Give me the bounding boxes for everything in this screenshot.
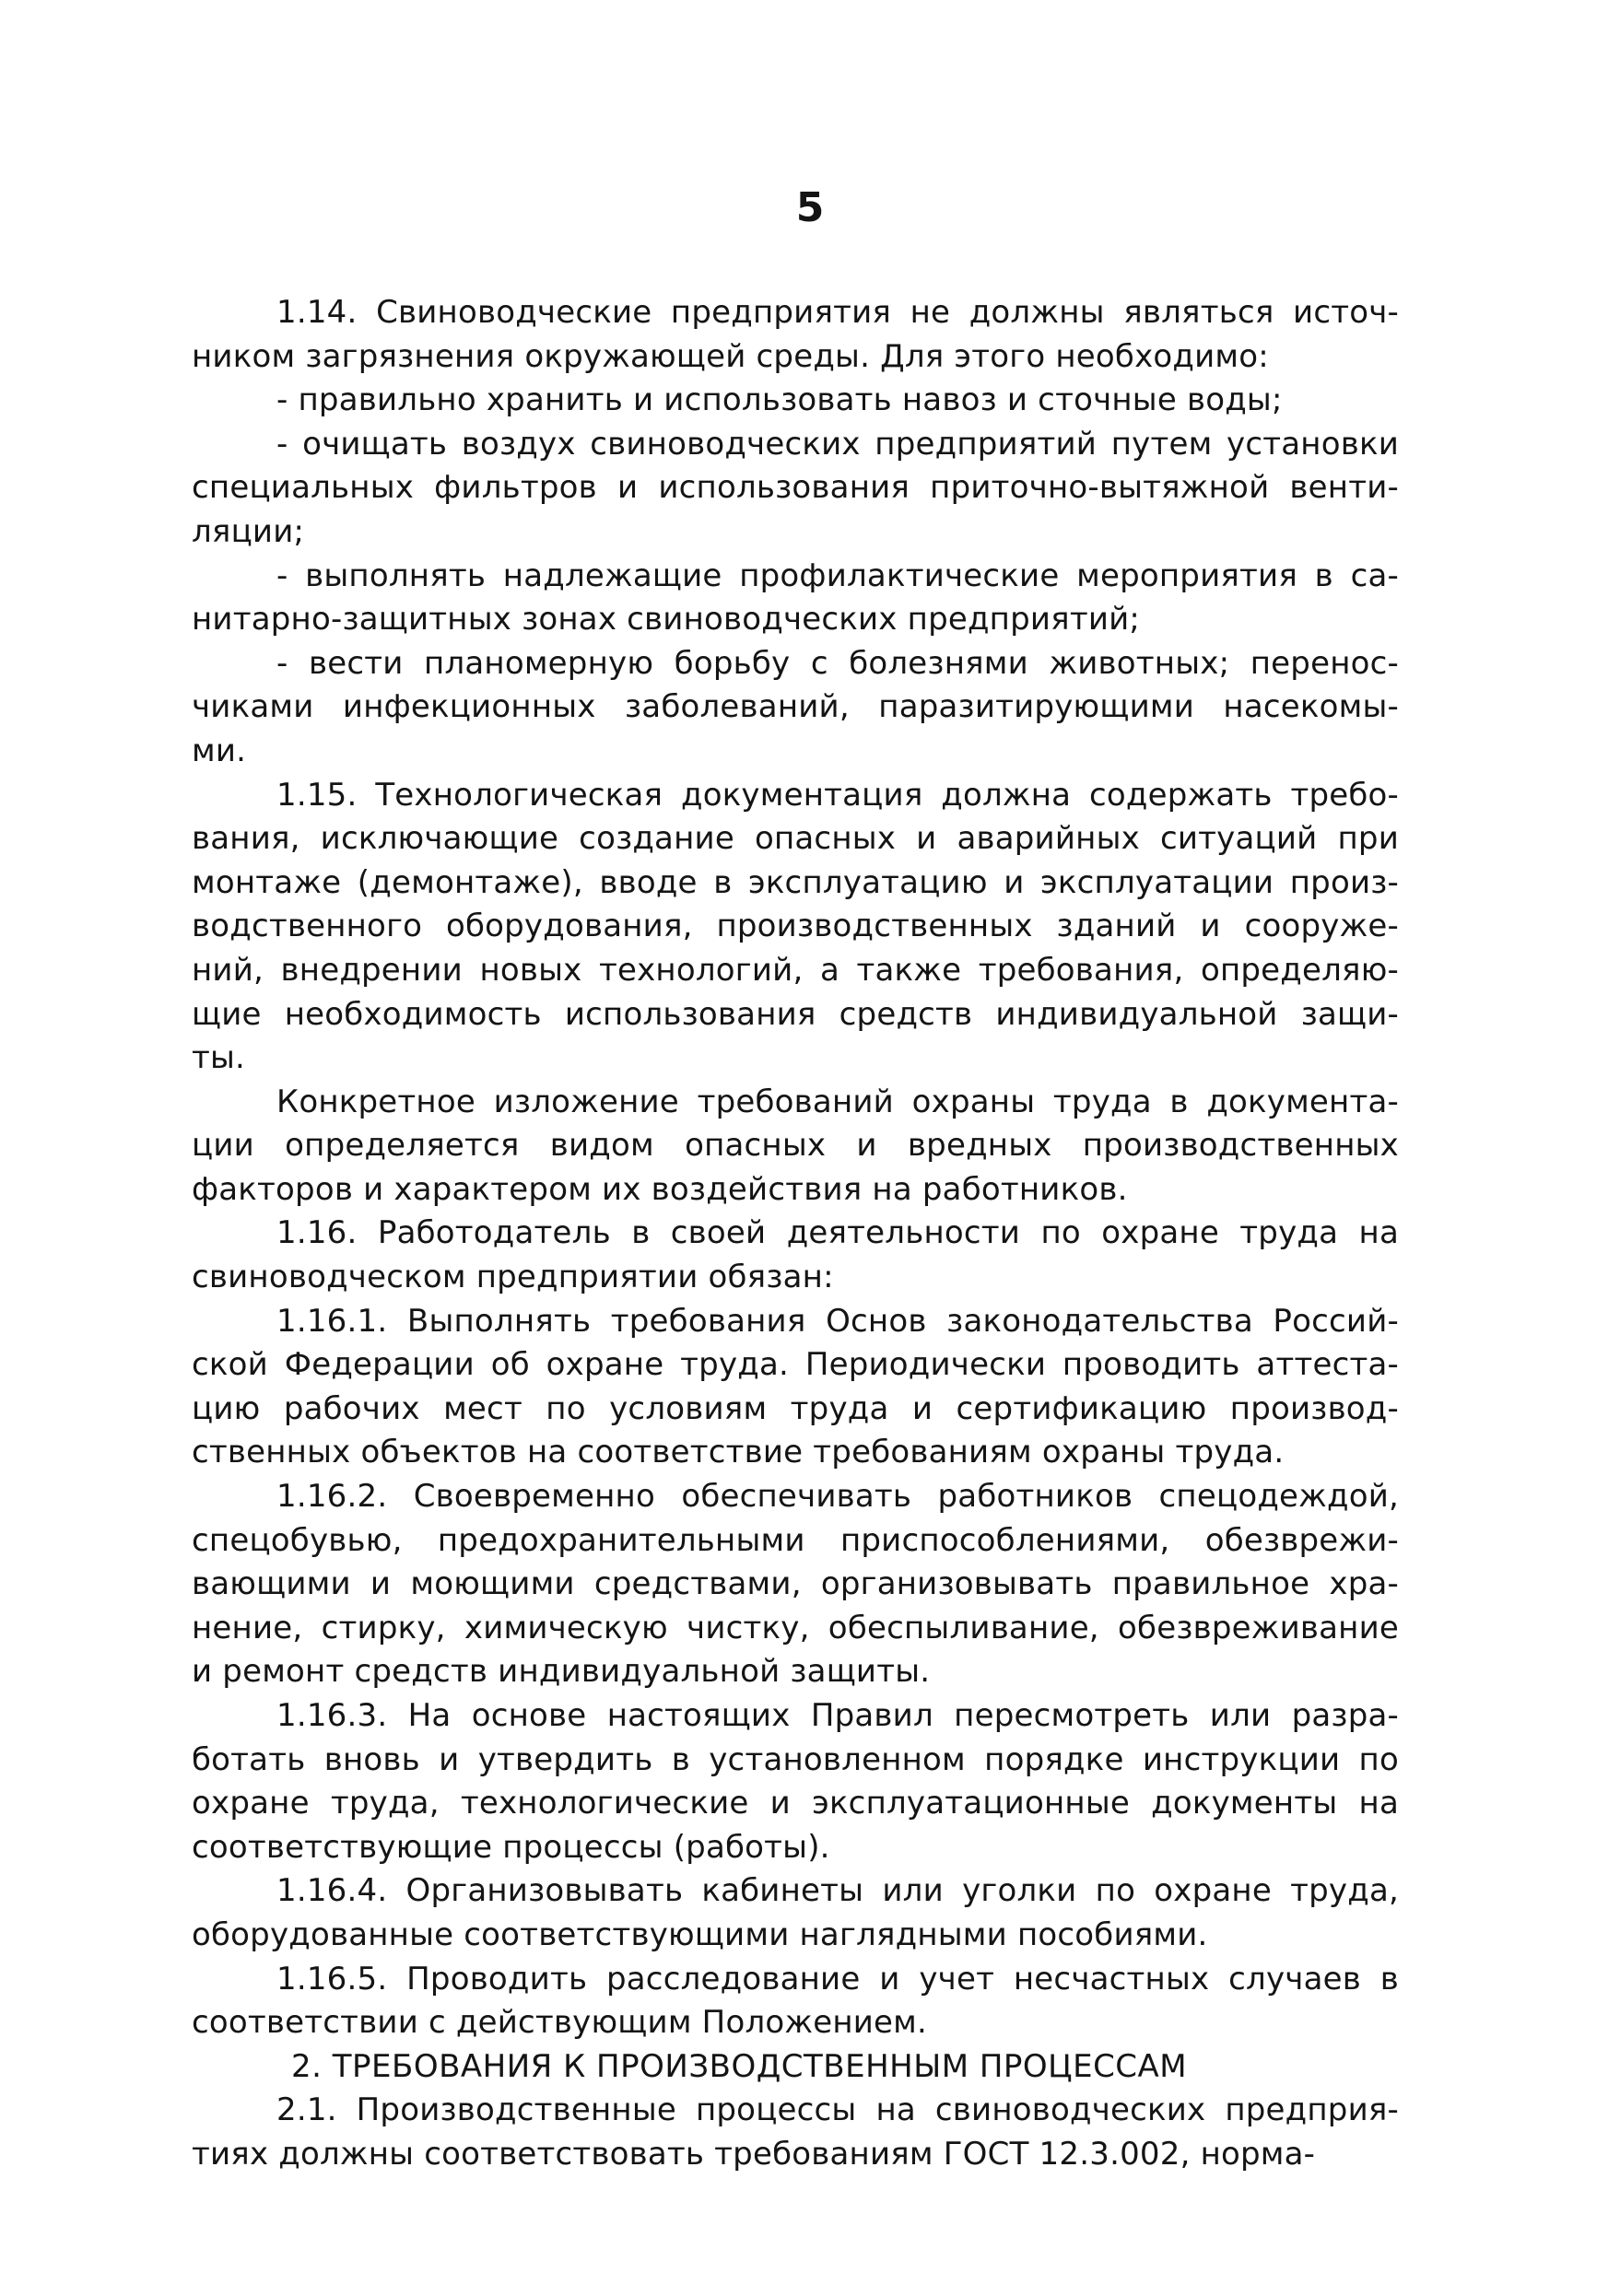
paragraph-p-1-15 (192, 774, 1399, 1081)
text-line: Конкретное изложение требований охраны труда в документа- (276, 1083, 1399, 1120)
text-line: тиях должны соответствовать требованиям ГОСТ 12.3.002, норма- (192, 2135, 1316, 2173)
paragraph-p-1-16 (192, 1212, 1399, 1299)
paragraph-p-1-14-c (192, 555, 1399, 642)
text-line: ской Федерации об охране труда. Периодически проводить аттеста- (192, 1346, 1399, 1384)
text-line: соответствии с действующим Положением. (192, 2004, 928, 2042)
text-line: вания, исключающие создание опасных и аварийных ситуаций при (192, 820, 1399, 858)
text-line: 1.16.5. Проводить расследование и учет несчастных случаев в (276, 1960, 1399, 1997)
text-line: ственных объектов на соответствие требованиям охраны труда. (192, 1434, 1285, 1471)
text-line: монтаже (демонтаже), вводе в эксплуатацию и эксплуатации произ- (192, 863, 1399, 901)
text-line: охране труда, технологические и эксплуатационные документы на (192, 1785, 1399, 1822)
paragraph-p-1-14-a (192, 379, 1399, 423)
text-line: факторов и характером их воздействия на работников. (192, 1170, 1128, 1208)
text-line: - вести планомерную борьбу с болезнями животных; перенос- (276, 644, 1399, 682)
text-line: соответствующие процессы (работы). (192, 1828, 830, 1866)
text-line: ний, внедрении новых технологий, а также требования, определяю- (192, 951, 1399, 989)
text-line: вающими и моющими средствами, организовывать правильное хра- (192, 1565, 1399, 1603)
text-line: чиками инфекционных заболеваний, паразитирующими насекомы- (192, 688, 1399, 726)
text-line: - очищать воздух свиноводческих предприятий путем установки (276, 425, 1399, 463)
paragraph-p-1-16-5 (192, 1958, 1399, 2045)
text-line: спецобувью, предохранительными приспособлениями, обезврежи- (192, 1521, 1399, 1559)
text-line: 1.16. Работодатель в своей деятельности по охране труда на (276, 1214, 1399, 1252)
text-line: 2.1. Производственные процессы на свиноводческих предприя- (276, 2091, 1399, 2129)
text-line: и ремонт средств индивидуальной защиты. (192, 1653, 931, 1691)
text-line: 1.16.1. Выполнять требования Основ законодательства Россий- (276, 1302, 1399, 1340)
text-line: 1.16.2. Своевременно обеспечивать работников спецодеждой, (276, 1478, 1399, 1516)
paragraph-p-1-14-d (192, 642, 1399, 774)
paragraph-p-1-16-4 (192, 1869, 1399, 1957)
paragraph-p-1-16-2 (192, 1475, 1399, 1694)
paragraph-p-1-16-3 (192, 1694, 1399, 1869)
text-line: 1.14. Свиноводческие предприятия не должны являться источ- (276, 294, 1399, 331)
section-heading (192, 2045, 1399, 2090)
text-line: оборудованные соответствующими наглядными пособиями. (192, 1915, 1208, 1953)
text-line: ми. (192, 732, 247, 769)
paragraph-p-1-14 (192, 291, 1399, 379)
paragraph-p-1-15-b (192, 1081, 1399, 1212)
text-line: - правильно хранить и использовать навоз и сточные воды; (276, 381, 1283, 419)
text-line: ты. (192, 1039, 246, 1077)
text-line: ником загрязнения окружающей среды. Для этого необходимо: (192, 337, 1269, 375)
paragraph-p-1-14-b (192, 423, 1399, 555)
paragraph-p-1-16-1 (192, 1300, 1399, 1475)
text-line: нение, стирку, химическую чистку, обеспыливание, обезвреживание (192, 1609, 1399, 1646)
text-line: - выполнять надлежащие профилактические мероприятия в са- (276, 556, 1399, 594)
text-line: ботать вновь и утвердить в установленном порядке инструкции по (192, 1740, 1399, 1778)
text-line: свиноводческом предприятии обязан: (192, 1259, 834, 1296)
text-line: ляции; (192, 512, 305, 550)
text-line: щие необходимость использования средств индивидуальной защи- (192, 995, 1399, 1033)
text-line: 1.16.4. Организовывать кабинеты или уголки по охране труда, (276, 1872, 1399, 1910)
text-line: 1.15. Технологическая документация должна содержать требо- (276, 776, 1399, 814)
text-line: специальных фильтров и использования приточно-вытяжной венти- (192, 469, 1399, 507)
text-line: водственного оборудования, производственных зданий и сооруже- (192, 908, 1399, 945)
text-line: нитарно-защитных зонах свиноводческих предприятий; (192, 601, 1141, 638)
text-line: ции определяется видом опасных и вредных производственных (192, 1127, 1399, 1165)
text-line: цию рабочих мест по условиям труда и сертификацию производ- (192, 1389, 1399, 1427)
page-number: 5 (795, 184, 825, 231)
paragraph-p-2-1 (192, 2089, 1399, 2176)
text-line: 1.16.3. На основе настоящих Правил пересмотреть или разра- (276, 1697, 1399, 1734)
text-line: 2. ТРЕБОВАНИЯ К ПРОИЗВОДСТВЕННЫМ ПРОЦЕССАМ (291, 2047, 1188, 2085)
document-body (192, 291, 1399, 2177)
